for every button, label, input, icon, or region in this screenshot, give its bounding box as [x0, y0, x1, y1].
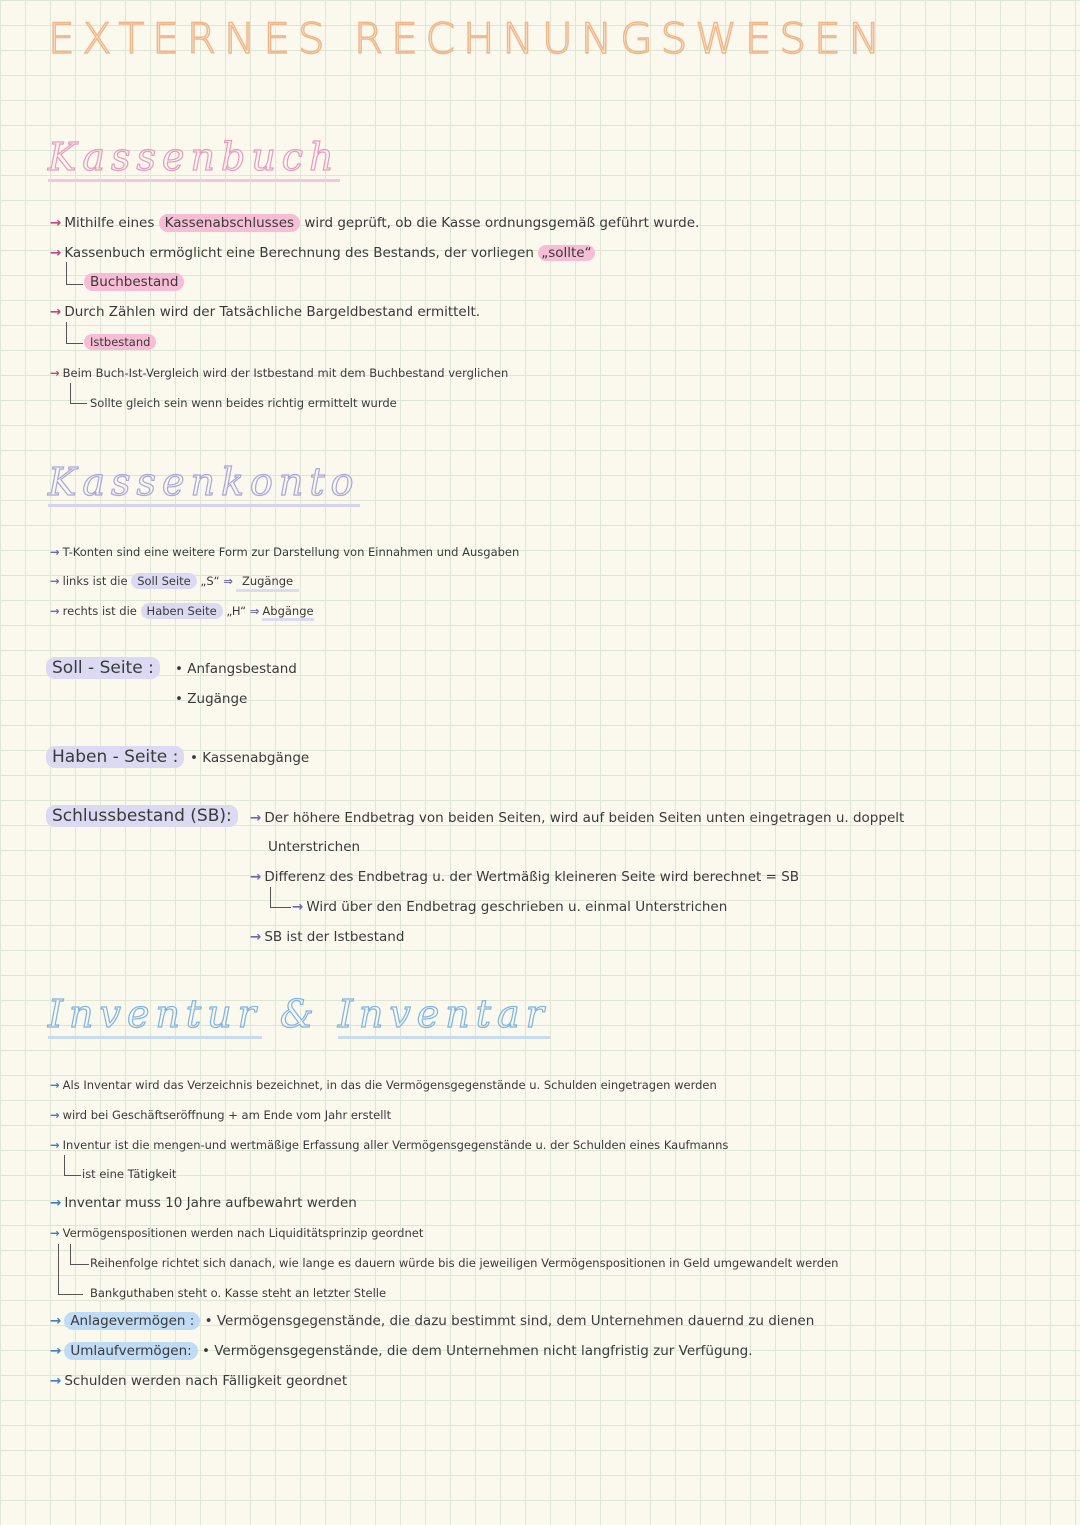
arrow-right-icon: → [250, 929, 262, 945]
arrow-right-icon: → [50, 545, 60, 559]
inventur-line-8: → Schulden werden nach Fälligkeit geordnet [50, 1373, 348, 1389]
sb-line-2: → Differenz des Endbetrag u. der Wertmäßig kleineren Seite wird berechnet = SB [250, 869, 800, 885]
highlight-haben-seite: Haben Seite [141, 603, 223, 619]
inventur-line-1: → Als Inventar wird das Verzeichnis bezeichnet, in das die Vermögensgegenstände u. Schulden eingetragen werden [50, 1078, 717, 1092]
double-arrow-icon: ⇒ [223, 574, 233, 588]
arrow-right-icon: → [50, 1226, 60, 1240]
soll-item-2: • Zugänge [175, 691, 248, 707]
kassenkonto-line-3: → rechts ist die Haben Seite „H“ ⇒ Abgänge [50, 604, 314, 618]
inventur-line-4: → Inventar muss 10 Jahre aufbewahrt werden [50, 1195, 357, 1211]
arrow-right-icon: → [50, 304, 62, 320]
inventur-line-3: → Inventur ist die mengen-und wertmäßige Erfassung aller Vermögensgegenstände u. der Schulden eines Kaufmanns [50, 1138, 729, 1152]
highlight-anlagevermoegen: Anlagevermögen : [64, 1312, 200, 1330]
inventur-line-2: → wird bei Geschäftseröffnung + am Ende vom Jahr erstellt [50, 1108, 392, 1122]
inventur-line-5-sub-1: Reihenfolge richtet sich danach, wie lange es dauern würde bis die jeweiligen Vermögenspositionen in Geld umgewandelt werden [90, 1256, 839, 1270]
branch-icon [66, 322, 83, 344]
arrow-right-icon: → [50, 1313, 62, 1329]
sb-line-1: → Der höhere Endbetrag von beiden Seiten, wird auf beiden Seiten unten eingetragen u. doppelt [250, 810, 905, 826]
highlight-sollte: „sollte“ [538, 245, 594, 261]
highlight-kassenabschluss: Kassenabschlusses [159, 214, 300, 232]
arrow-right-icon: → [50, 245, 62, 261]
kassenkonto-line-2: → links ist die Soll Seite „S“ ⇒ Zugänge [50, 574, 299, 588]
arrow-right-icon: → [50, 366, 60, 380]
kassenbuch-line-2-sub [84, 274, 184, 290]
branch-icon [70, 383, 87, 404]
arrow-right-icon: → [50, 1078, 60, 1092]
inventur-line-5: → Vermögenspositionen werden nach Liquiditätsprinzip geordnet [50, 1226, 424, 1240]
arrow-right-icon: → [50, 215, 62, 231]
inventur-line-6: → Anlagevermögen : • Vermögensgegenstände, die dazu bestimmt sind, dem Unternehmen dauernd zu dienen [50, 1313, 815, 1329]
inventur-line-7: → Umlaufvermögen: • Vermögensgegenstände, die dem Unternehmen nicht langfristig zur Verfügung. [50, 1343, 753, 1359]
kassenbuch-line-2: → Kassenbuch ermöglicht eine Berechnung des Bestands, der vorliegen „sollte“ [50, 245, 595, 261]
arrow-right-icon: → [50, 1343, 62, 1359]
kassenbuch-line-3-sub [84, 335, 156, 349]
arrow-right-icon: → [292, 899, 304, 915]
soll-item-1: • Anfangsbestand [175, 661, 297, 677]
inventur-heading: Inventur & Inventar [48, 992, 550, 1036]
arrow-right-icon: → [50, 1138, 60, 1152]
schlussbestand-label: Schlussbestand (SB): [46, 806, 238, 826]
kassenkonto-heading: Kassenkonto [48, 460, 360, 507]
kassenkonto-line-1: → T-Konten sind eine weitere Form zur Darstellung von Einnahmen und Ausgaben [50, 545, 520, 559]
haben-seite-label: Haben - Seite : [46, 747, 184, 767]
branch-icon [64, 1155, 81, 1176]
sb-line-4: → SB ist der Istbestand [250, 929, 405, 945]
sb-line-3: → Wird über den Endbetrag geschrieben u. einmal Unterstrichen [292, 899, 728, 915]
arrow-right-icon: → [50, 1195, 62, 1211]
branch-icon [270, 887, 291, 908]
kassenbuch-line-1: → Mithilfe eines Kassenabschlusses wird geprüft, ob die Kasse ordnungsgemäß geführt wurde. [50, 215, 700, 231]
arrow-right-icon: → [250, 869, 262, 885]
highlight-buchbestand: Buchbestand [84, 273, 184, 291]
arrow-right-icon: → [50, 574, 60, 588]
kassenbuch-line-3: → Durch Zählen wird der Tatsächliche Bargeldbestand ermittelt. [50, 304, 481, 320]
soll-seite-label: Soll - Seite : [46, 658, 160, 678]
inventur-line-3-sub: ist eine Tätigkeit [82, 1167, 177, 1181]
highlight-umlaufvermoegen: Umlaufvermögen: [64, 1342, 197, 1360]
branch-icon [58, 1244, 83, 1295]
highlight-soll-seite: Soll Seite [131, 573, 197, 589]
double-arrow-icon: ⇒ [249, 604, 260, 618]
arrow-right-icon: → [50, 1108, 60, 1122]
sb-line-1b: Unterstrichen [268, 839, 361, 855]
haben-item: • Kassenabgänge [190, 750, 310, 766]
kassenbuch-heading: Kassenbuch [48, 135, 340, 182]
highlight-istbestand: Istbestand [84, 334, 156, 350]
arrow-right-icon: → [250, 810, 262, 826]
arrow-right-icon: → [50, 604, 60, 618]
page-title: EXTERNES RECHNUNGSWESEN [48, 14, 889, 63]
inventur-line-5-sub-2: Bankguthaben steht o. Kasse steht an letzter Stelle [90, 1286, 387, 1300]
branch-icon [66, 262, 83, 285]
arrow-right-icon: → [50, 1373, 62, 1389]
kassenbuch-line-4: → Beim Buch-Ist-Vergleich wird der Istbestand mit dem Buchbestand verglichen [50, 366, 509, 380]
kassenbuch-line-4-sub: Sollte gleich sein wenn beides richtig ermittelt wurde [90, 396, 397, 410]
